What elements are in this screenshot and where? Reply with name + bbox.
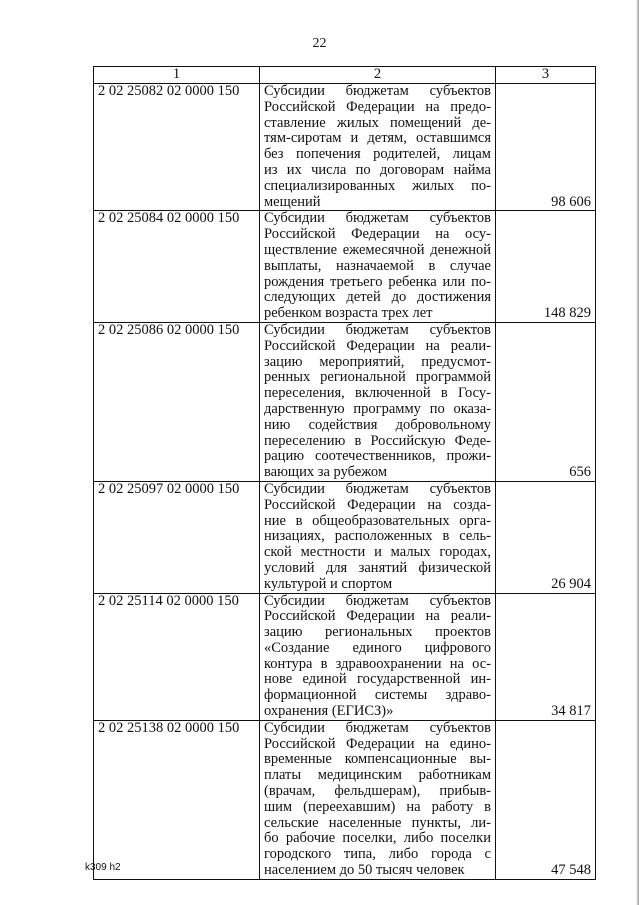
budget-classification-code: 2 02 25082 02 0000 150 [94, 84, 260, 211]
description-line: Российской Федерации на реали- [264, 337, 491, 354]
description-line: формационной системы здраво- [264, 687, 491, 704]
description-line: Субсидии бюджетам субъектов [264, 592, 491, 609]
footer-code: k309 h2 [85, 862, 121, 873]
description-line: (врачам, фельдшерам), прибыв- [264, 783, 491, 800]
description-line: тям-сиротам и детям, оставшимся [264, 130, 491, 147]
amount-value: 34 817 [496, 593, 596, 720]
description-line: переселения, включенной в Госу- [264, 385, 491, 402]
description-line: культурой и спортом [264, 575, 393, 592]
table-row [94, 322, 596, 481]
description-line: городского типа, либо города с [264, 846, 491, 863]
description-line: рождения третьего ребенка или по- [264, 273, 491, 290]
subsidy-description [260, 593, 496, 720]
description-line: Российской Федерации на предо- [264, 98, 491, 115]
table-header-row [94, 67, 596, 84]
description-line: Субсидии бюджетам субъектов [264, 321, 491, 338]
table-row [94, 84, 596, 211]
description-line: ние в общеобразовательных орга- [264, 512, 491, 529]
subsidy-description [260, 481, 496, 593]
description-line: Субсидии бюджетам субъектов [264, 480, 491, 497]
description-line: Субсидии бюджетам субъектов [264, 719, 491, 736]
description-line: Российской Федерации на едино- [264, 735, 491, 752]
amount-value: 656 [496, 322, 596, 481]
budget-classification-code: 2 02 25097 02 0000 150 [94, 481, 260, 593]
description-line: контура в здравоохранении на ос- [264, 655, 491, 672]
description-line: ребенком возраста трех лет [264, 305, 433, 322]
description-line: ществление ежемесячной денежной [264, 241, 491, 258]
description-line: дарственную программу по оказа- [264, 400, 491, 417]
column-header-1: 1 [94, 67, 260, 84]
description-line: мещений [264, 193, 321, 210]
amount-value: 26 904 [496, 481, 596, 593]
description-line: Российской Федерации на созда- [264, 496, 491, 513]
subsidy-description [260, 322, 496, 481]
description-line: платы медицинским работникам [264, 767, 491, 784]
description-line: без попечения родителей, лицам [264, 146, 491, 163]
budget-classification-code: 2 02 25114 02 0000 150 [94, 593, 260, 720]
description-line: ставление жилых помещений де- [264, 114, 491, 131]
description-line: специализированных жилых по- [264, 177, 491, 194]
description-line: переселению в Российскую Феде- [264, 432, 491, 449]
table-row [94, 593, 596, 720]
subsidy-description [260, 720, 496, 879]
description-line: Российской Федерации на осу- [264, 226, 491, 243]
description-line: вающих за рубежом [264, 464, 388, 481]
description-line: ренных региональной программой [264, 369, 491, 386]
description-line: нове единой государственной ин- [264, 671, 491, 688]
amount-value: 47 548 [496, 720, 596, 879]
budget-classification-code: 2 02 25084 02 0000 150 [94, 211, 260, 323]
description-line: бо рабочие поселки, либо поселки [264, 830, 491, 847]
description-line: Субсидии бюджетам субъектов [264, 83, 491, 99]
description-line: следующих детей до достижения [264, 289, 491, 306]
description-line: населением до 50 тысяч человек [264, 862, 465, 879]
description-line: Субсидии бюджетам субъектов [264, 210, 491, 227]
column-header-3: 3 [496, 67, 596, 84]
amount-value: 148 829 [496, 211, 596, 323]
description-line: Российской Федерации на реали- [264, 608, 491, 625]
table-row [94, 720, 596, 879]
description-line: ской местности и малых городах, [264, 544, 491, 561]
description-line: временные компенсационные вы- [264, 751, 491, 768]
table-row [94, 481, 596, 593]
description-line: рацию соотечественников, прожи- [264, 448, 491, 465]
description-line: зацию региональных проектов [264, 624, 491, 641]
subsidy-description [260, 211, 496, 323]
description-line: низациях, расположенных в сель- [264, 528, 491, 545]
table-row [94, 211, 596, 323]
description-line: из их числа по договорам найма [264, 161, 491, 178]
budget-classification-code: 2 02 25086 02 0000 150 [94, 322, 260, 481]
description-line: «Создание единого цифрового [264, 639, 491, 656]
column-header-2: 2 [260, 67, 496, 84]
description-line: выплаты, назначаемой в случае [264, 257, 491, 274]
amount-value: 98 606 [496, 84, 596, 211]
budget-classification-code: 2 02 25138 02 0000 150 [94, 720, 260, 879]
description-line: зацию мероприятий, предусмот- [264, 353, 491, 370]
description-line: сельские населенные пункты, ли- [264, 814, 491, 831]
description-line: условий для занятий физической [264, 559, 491, 576]
subsidies-table [93, 66, 596, 880]
page-number: 22 [312, 36, 327, 51]
subsidy-description [260, 84, 496, 211]
description-line: нию содействия добровольному [264, 416, 491, 433]
description-line: охранения (ЕГИСЗ)» [264, 703, 394, 720]
description-line: шим (переехавшим) на работу в [264, 798, 491, 815]
